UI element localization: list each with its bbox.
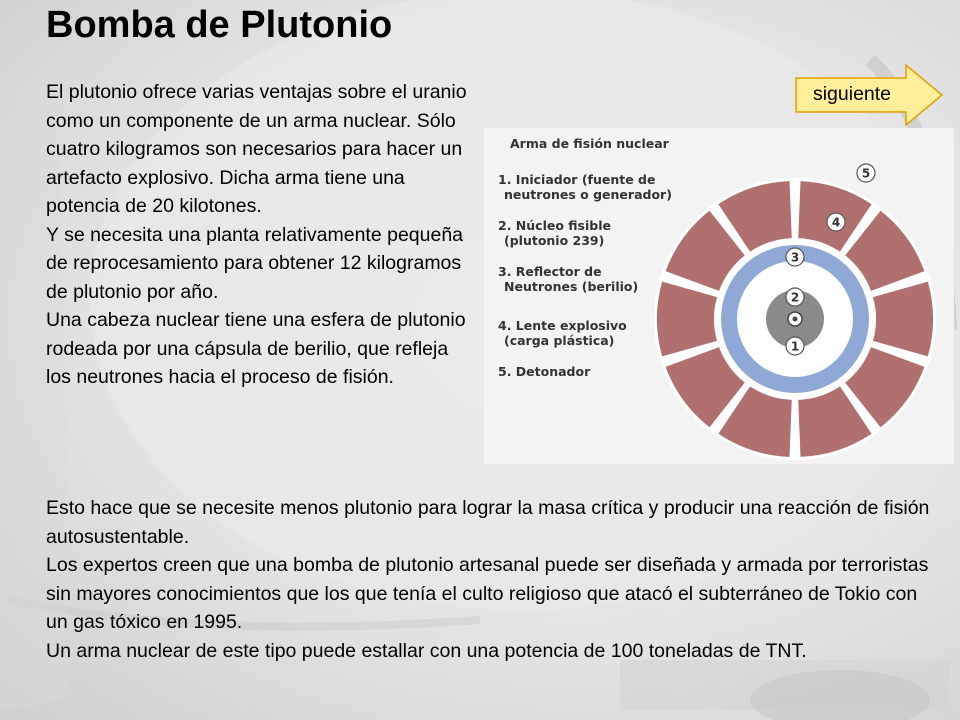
legend-line: Neutrones (berilio) (504, 279, 639, 294)
paragraph: Un arma nuclear de este tipo puede estallar con una potencia de 100 toneladas de TNT. (46, 639, 807, 662)
marker-number: 1 (790, 339, 800, 354)
diagram-title: Arma de fisión nuclear (510, 136, 669, 151)
marker-number: 5 (861, 166, 871, 181)
next-button[interactable] (794, 64, 944, 126)
paragraph: Esto hace que se necesite menos plutonio para lograr la masa crítica y producir una reacción de fisión autosustentable. (46, 497, 930, 548)
fission-weapon-diagram (484, 128, 954, 464)
bottom-text-block (46, 494, 936, 665)
marker-number: 3 (790, 250, 800, 265)
marker-number: 4 (831, 215, 841, 230)
legend-line: (carga plástica) (504, 333, 615, 348)
legend-line: 1. Iniciador (fuente de (498, 172, 656, 187)
legend-line: 4. Lente explosivo (498, 318, 627, 333)
marker-number: 2 (790, 290, 800, 305)
legend-line: 5. Detonador (498, 364, 591, 379)
legend-line: 3. Reflector de (498, 264, 602, 279)
bomb-cross-section (484, 128, 954, 464)
page-title: Bomba de Plutonio (46, 4, 393, 46)
legend-line: (plutonio 239) (504, 233, 605, 248)
next-button-label: siguiente (812, 83, 892, 105)
left-text-block (46, 78, 476, 392)
paragraph: Una cabeza nuclear tiene una esfera de plutonio rodeada por una cápsula de berilio, que refleja los neutrones hacia el proceso de fisión. (46, 309, 466, 388)
paragraph: Y se necesita una planta relativamente pequeña de reprocesamiento para obtener 12 kilogramos de plutonio por año. (46, 223, 464, 303)
paragraph: Los expertos creen que una bomba de plutonio artesanal puede ser diseñada y armada por terroristas sin mayores conocimientos que los que tenía el culto religioso que atacó el subterráneo de Tokio con un gas tóxico en 1995. (46, 554, 929, 633)
legend-line: 2. Núcleo fisible (498, 218, 611, 233)
legend-line: neutrones o generador) (504, 187, 672, 202)
initiator-center (793, 317, 798, 322)
paragraph: El plutonio ofrece varias ventajas sobre el uranio como un componente de un arma nuclear. Sólo cuatro kilogramos son necesarios para hacer un artefacto explosivo. Dicha arma tiene una potencia de 20 kilotones. (46, 81, 467, 217)
